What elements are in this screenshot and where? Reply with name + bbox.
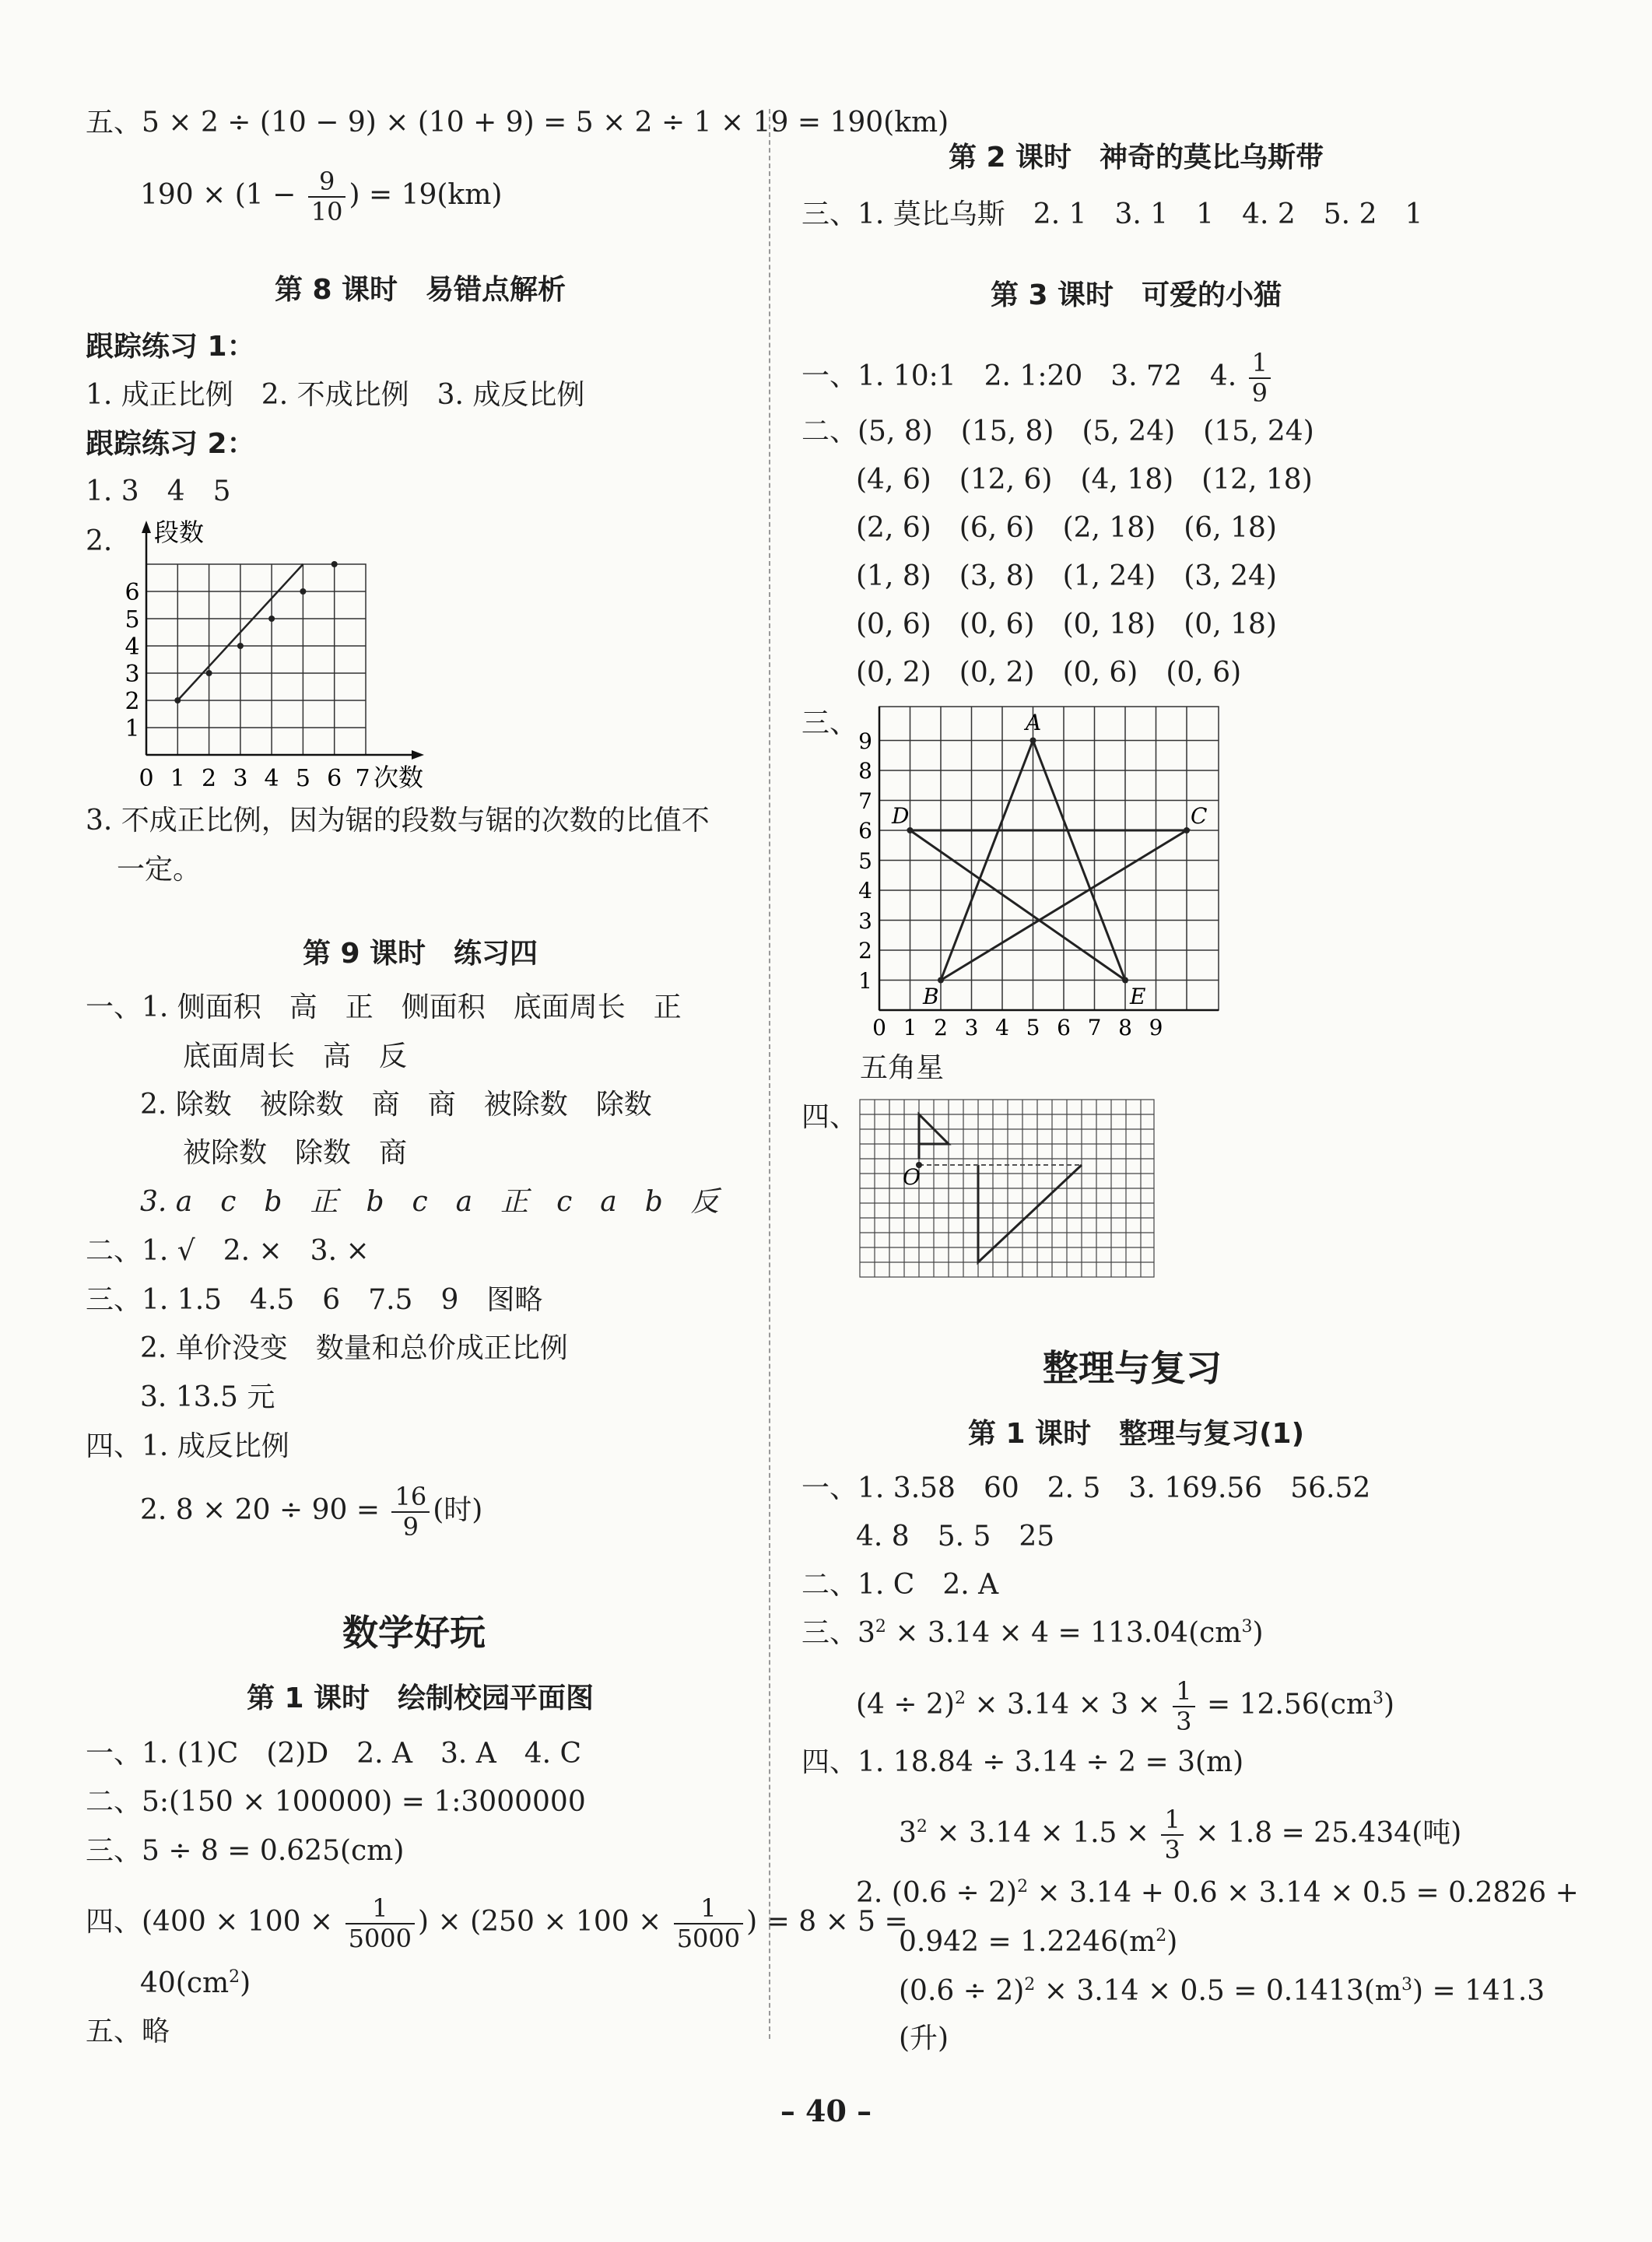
- star-vertex: [1184, 827, 1190, 833]
- star-grid: [879, 707, 1219, 1010]
- answer-line: 二、1. C 2. A: [801, 1569, 999, 1601]
- fraction: $\frac{9}{10}$: [308, 167, 346, 226]
- x-axis-arrow: [412, 750, 424, 760]
- vertex-label: E: [1130, 984, 1146, 1009]
- y-tick-label: 4: [125, 633, 140, 661]
- y-tick-label: 5: [858, 848, 872, 874]
- answer-line: $(0.6 \div 2)^2 \times 3.14 \times 0.5 = 0.1413(m^3) = 141.3$: [899, 1975, 1545, 2007]
- x-tick-label: 3: [964, 1015, 979, 1040]
- origin-label: O: [903, 1164, 921, 1190]
- x-tick-label: 7: [355, 765, 370, 790]
- answer-line: $3^2 \times 3.14 \times 1.5$ × $\frac{1}{3}$ × 1.8 = 25.434(吨): [899, 1805, 1462, 1865]
- x-tick-label: 0: [872, 1015, 886, 1040]
- graph-grid: [146, 564, 366, 755]
- answer-line: 三、$3^2 \times 3.14 \times 4 = 113.04(cm^3)$: [801, 1617, 1264, 1649]
- answer-line: 2. 8 × 20 ÷ 90 = $\frac{16}{9}$ (时): [140, 1482, 483, 1542]
- section-label: 跟踪练习 2：: [86, 428, 255, 460]
- vertex-label: A: [1026, 710, 1042, 735]
- fraction: $\frac{16}{9}$: [391, 1482, 430, 1542]
- lesson-title: 第 1 课时 整理与复习(1): [967, 1418, 1305, 1450]
- x-tick-label: 8: [1118, 1015, 1132, 1040]
- answer-line: 一、1. 10:1 2. 1:20 3. 72 4. $\frac{1}{9}$: [801, 349, 1274, 408]
- answer-line: 3. 13.5 元: [140, 1381, 275, 1413]
- data-point: [331, 561, 338, 567]
- answer-line: $40(cm^2)$: [140, 1967, 251, 1999]
- x-tick-label: 6: [1057, 1015, 1071, 1040]
- y-axis-arrow: [142, 521, 151, 533]
- answer-line: 四、1. 成反比例: [86, 1430, 289, 1462]
- coordinate-row: (1, 8) (3, 8) (1, 24) (3, 24): [856, 560, 1277, 592]
- x-tick-label: 0: [139, 765, 154, 790]
- y-tick-label: 9: [858, 728, 872, 754]
- answer-line: 1. 3 4 5: [86, 475, 231, 507]
- coordinate-row: (4, 6) (12, 6) (4, 18) (12, 18): [856, 464, 1313, 496]
- x-tick-label: 7: [1087, 1015, 1102, 1040]
- coordinate-row: (0, 6) (0, 6) (0, 18) (0, 18): [856, 609, 1277, 640]
- fraction: $\frac{1}{3}$: [1161, 1805, 1183, 1865]
- coordinate-row: (2, 6) (6, 6) (2, 18) (6, 18): [856, 512, 1277, 544]
- answer-line: 二、5:(150 × 100000) = 1:3000000: [86, 1786, 586, 1818]
- answer-line: 一定。: [117, 854, 202, 886]
- y-tick-label: 6: [858, 818, 872, 844]
- x-tick-label: 5: [295, 765, 310, 790]
- y-tick-label: 3: [858, 908, 872, 934]
- star-vertex: [938, 977, 944, 984]
- column-divider: [769, 109, 770, 2039]
- lesson-title: 第 8 课时 易错点解析: [274, 274, 566, 306]
- y-tick-label: 3: [125, 661, 140, 688]
- answer-line: 四、(400 × 100 × $\frac{1}{5000}$ ) × (250 × 100 × $\frac{1}{5000}$ ) = 8 × 5 =: [86, 1893, 908, 1953]
- proportion-graph: [117, 518, 428, 790]
- answer-line: 底面周长 高 反: [183, 1040, 408, 1072]
- data-point: [206, 670, 212, 676]
- flag-graph: [856, 1096, 1159, 1282]
- coordinate-row: 二、(5, 8) (15, 8) (5, 24) (15, 24): [801, 416, 1314, 447]
- lesson-title: 第 2 课时 神奇的莫比乌斯带: [948, 142, 1324, 174]
- y-tick-label: 5: [125, 606, 140, 633]
- answer-line: 一、1. (1)C (2)D 2. A 3. A 4. C: [86, 1738, 582, 1770]
- lesson-title: 第 1 课时 绘制校园平面图: [246, 1682, 595, 1714]
- vertex-label: C: [1191, 803, 1208, 829]
- y-tick-label: 7: [858, 788, 872, 814]
- answer-line: 2.: [86, 525, 113, 557]
- x-tick-label: 4: [264, 765, 279, 790]
- y-tick-label: 2: [858, 938, 872, 963]
- x-tick-label: 2: [934, 1015, 948, 1040]
- data-point: [237, 643, 244, 649]
- answer-line: 4. 8 5. 5 25: [856, 1521, 1055, 1553]
- y-tick-label: 1: [858, 968, 872, 994]
- answer-line: 一、1. 侧面积 高 正 侧面积 底面周长 正: [86, 991, 682, 1023]
- answer-line: 四、1. 18.84 ÷ 3.14 ÷ 2 = 3(m): [801, 1746, 1244, 1778]
- answer-line: 3. a c b 正 b c a 正 c a b 反: [140, 1186, 719, 1218]
- y-tick-label: 1: [125, 715, 140, 742]
- star-graph: [848, 699, 1222, 1041]
- answer-line: 2. 单价没变 数量和总价成正比例: [140, 1332, 568, 1364]
- fraction: $\frac{1}{5000}$: [345, 1894, 415, 1953]
- answer-line: $0.942 = 1.2246(m^2)$: [899, 1926, 1178, 1958]
- data-point: [300, 588, 306, 595]
- section-label: 三、: [801, 707, 858, 739]
- x-tick-label: 9: [1149, 1015, 1163, 1040]
- section-label: 四、: [801, 1101, 858, 1133]
- x-tick-label: 6: [327, 765, 342, 790]
- answer-line: 五、5 × 2 ÷ (10 − 9) × (10 + 9) = 5 × 2 ÷ 1 × 19 = 190(km): [86, 107, 949, 139]
- answer-line: 三、1. 1.5 4.5 6 7.5 9 图略: [86, 1284, 543, 1316]
- answer-line: 被除数 除数 商: [183, 1137, 408, 1169]
- y-tick-label: 6: [125, 579, 140, 606]
- data-point: [268, 616, 275, 622]
- answer-line: (升): [899, 2023, 949, 2054]
- y-tick-label: 4: [858, 878, 872, 903]
- answer-line: 三、1. 莫比乌斯 2. 1 3. 1 1 4. 2 5. 2 1: [801, 198, 1423, 230]
- y-tick-label: 2: [125, 688, 140, 715]
- vertex-label: B: [923, 984, 939, 1009]
- section-label: 跟踪练习 1：: [86, 331, 255, 363]
- star-vertex: [1122, 977, 1128, 984]
- answer-line: $(4 \div 2)^2 \times 3.14 \times 3$ × $\frac{1}{3}$ = $12.56(cm^3)$: [856, 1676, 1395, 1736]
- chapter-title: 数学好玩: [342, 1612, 486, 1654]
- vertex-label: D: [892, 803, 910, 829]
- x-tick-label: 4: [995, 1015, 1009, 1040]
- x-tick-label: 1: [903, 1015, 917, 1040]
- fraction: $\frac{1}{9}$: [1249, 349, 1271, 408]
- x-axis-label: 次数: [374, 763, 424, 790]
- x-tick-label: 1: [170, 765, 185, 790]
- star-vertex: [1030, 738, 1036, 744]
- answer-line: 190 × (1 − $\frac{9}{10}$ ) = 19(km): [140, 167, 503, 226]
- lesson-title: 第 9 课时 练习四: [302, 938, 538, 970]
- x-tick-label: 5: [1026, 1015, 1040, 1040]
- chapter-title: 整理与复习: [1043, 1347, 1222, 1389]
- answer-line: 五、略: [86, 2016, 170, 2047]
- page-number: – 40 –: [780, 2093, 872, 2128]
- fraction: $\frac{1}{3}$: [1173, 1677, 1194, 1736]
- answer-line: 2. $(0.6 \div 2)^2 \times 3.14 + 0.6 \times 3.14 \times 0.5 = 0.2826$ +: [856, 1877, 1579, 1909]
- x-tick-label: 3: [233, 765, 248, 790]
- answer-line: 二、1. √ 2. × 3. ×: [86, 1235, 370, 1267]
- y-axis-label: 段数: [154, 518, 205, 547]
- answer-line: 1. 成正比例 2. 不成比例 3. 成反比例: [86, 379, 585, 411]
- x-tick-label: 2: [202, 765, 217, 790]
- data-point: [174, 697, 181, 703]
- answer-line: 3. 不成正比例，因为锯的段数与锯的次数的比值不: [86, 805, 710, 837]
- coordinate-row: (0, 2) (0, 2) (0, 6) (0, 6): [856, 657, 1242, 689]
- shape-name: 五角星: [860, 1052, 945, 1084]
- fraction: $\frac{1}{5000}$: [674, 1894, 743, 1953]
- answer-line: 三、5 ÷ 8 = 0.625(cm): [86, 1835, 405, 1867]
- answer-line: 2. 除数 被除数 商 商 被除数 除数: [140, 1089, 652, 1121]
- lesson-title: 第 3 课时 可爱的小猫: [990, 279, 1282, 311]
- answer-line: 一、1. 3.58 60 2. 5 3. 169.56 56.52: [801, 1472, 1371, 1504]
- y-tick-label: 8: [858, 758, 872, 784]
